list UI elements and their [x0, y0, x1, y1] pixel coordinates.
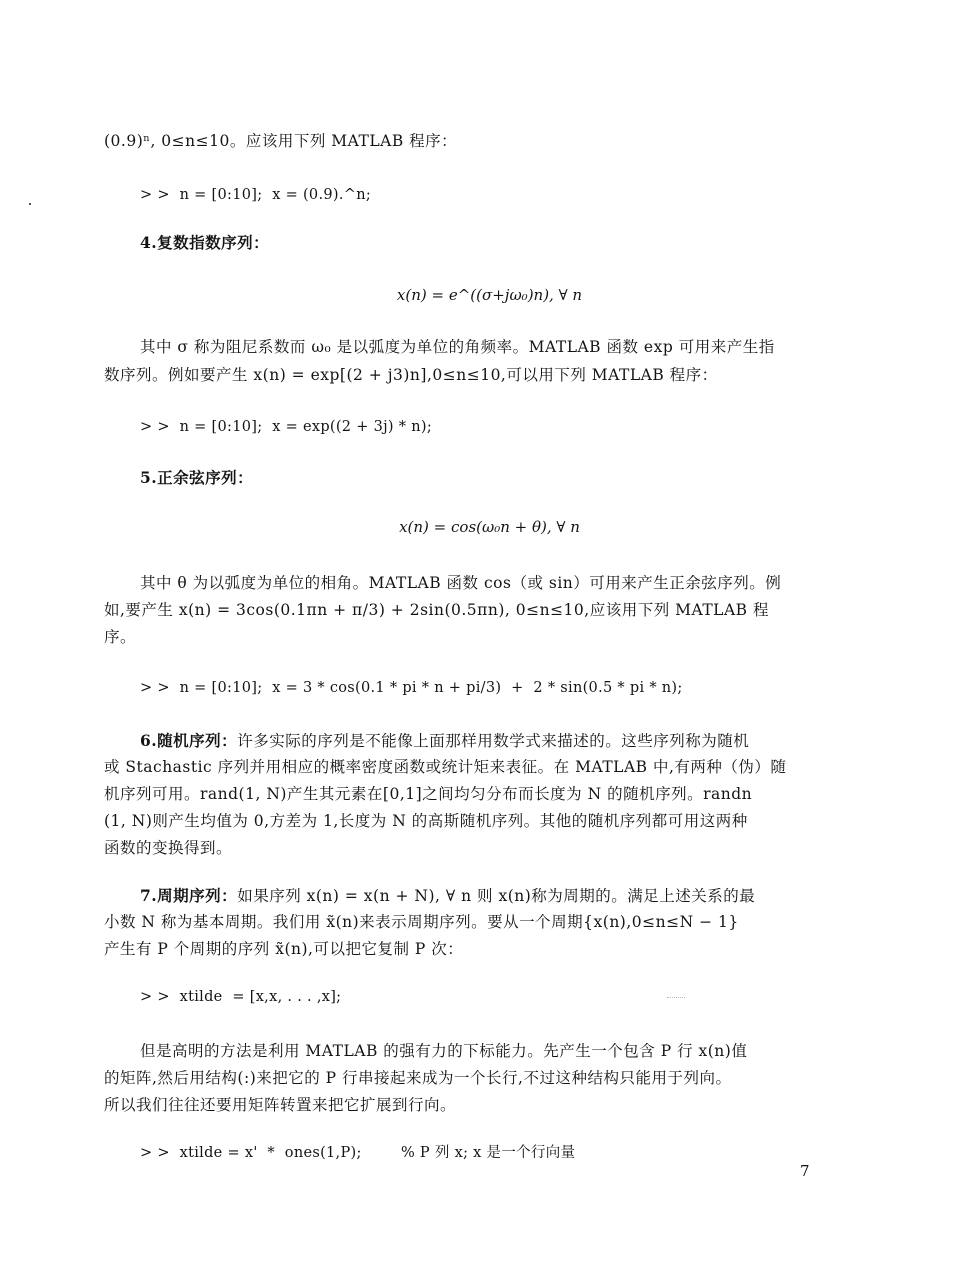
text-line: 但是高明的方法是利用 MATLAB 的强有力的下标能力。先产生一个包含 P 行 x(n)值 — [140, 1042, 748, 1060]
text-line: 其中 θ 为以弧度为单位的相角。MATLAB 函数 cos（或 sin）可用来产生正余弦序列。例 — [140, 574, 782, 592]
text-line: 产生有 P 个周期的序列 x̃(n),可以把它复制 P 次： — [104, 940, 464, 958]
text-line: (1, N)则产生均值为 0,方差为 1,长度为 N 的高斯随机序列。其他的随机序列都可用这两种 — [104, 812, 748, 830]
section-heading: 5.正余弦序列： — [140, 468, 254, 487]
text-line: 机序列可用。rand(1, N)产生其元素在[0,1]之间均匀分布而长度为 N 的随机序列。randn — [104, 785, 753, 803]
code-line: > > n = [0:10]; x = (0.9).^n; — [140, 187, 372, 203]
text-line: 数序列。例如要产生 x(n) = exp[(2 + j3)n],0≤n≤10,可以用下列 MATLAB 程序： — [104, 366, 718, 384]
paragraph-line — [104, 882, 838, 910]
formula: x(n) = e^((σ+jω₀)n), ∀ n — [396, 286, 583, 304]
text-line: 所以我们往往还要用矩阵转置来把它扩展到行向。 — [104, 1096, 457, 1114]
section-heading: 6.随机序列： — [140, 731, 238, 750]
text-line: 如,要产生 x(n) = 3cos(0.1πn + π/3) + 2sin(0.5πn), 0≤n≤10,应该用下列 MATLAB 程 — [104, 601, 769, 619]
text-line: 的矩阵,然后用结构(:)来把它的 P 行串接起来成为一个长行,不过这种结构只能用于列向。 — [104, 1069, 732, 1087]
code-line: > > xtilde = [x,x, . . . ,x]; — [140, 989, 342, 1005]
code-line: > > n = [0:10]; x = exp((2 + 3j) * n); — [140, 419, 433, 435]
text-span: 许多实际的序列是不能像上面那样用数学式来描述的。这些序列称为随机 — [237, 732, 750, 750]
text-line: 函数的变换得到。 — [104, 839, 233, 857]
text-line: 小数 N 称为基本周期。我们用 x̃(n)来表示周期序列。要从一个周期{x(n),0≤n≤N − 1} — [104, 913, 739, 931]
code-line: > > n = [0:10]; x = 3 * cos(0.1 * pi * n + pi/3) + 2 * sin(0.5 * pi * n); — [140, 680, 683, 696]
code-line: > > xtilde = x' * ones(1,P); % P 列 x; x 是一个行向量 — [140, 1145, 576, 1161]
page-number: 7 — [800, 1162, 810, 1180]
scan-speck — [29, 203, 31, 205]
text-line: 序。 — [104, 628, 137, 646]
text-span: 如果序列 x(n) = x(n + N), ∀ n 则 x(n)称为周期的。满足上述关系的最 — [237, 887, 756, 905]
text-line: (0.9)ⁿ, 0≤n≤10。应该用下列 MATLAB 程序： — [104, 132, 458, 150]
text-line: 或 Stachastic 序列并用相应的概率密度函数或统计矩来表征。在 MATLAB 中,有两种（伪）随 — [104, 758, 787, 776]
formula: x(n) = cos(ω₀n + θ), ∀ n — [399, 518, 580, 536]
section-heading: 7.周期序列： — [140, 886, 238, 905]
text-line: 其中 σ 称为阻尼系数而 ω₀ 是以弧度为单位的角频率。MATLAB 函数 exp 可用来产生指 — [140, 338, 775, 356]
section-heading: 4.复数指数序列： — [140, 233, 270, 252]
paragraph-line — [104, 727, 838, 755]
